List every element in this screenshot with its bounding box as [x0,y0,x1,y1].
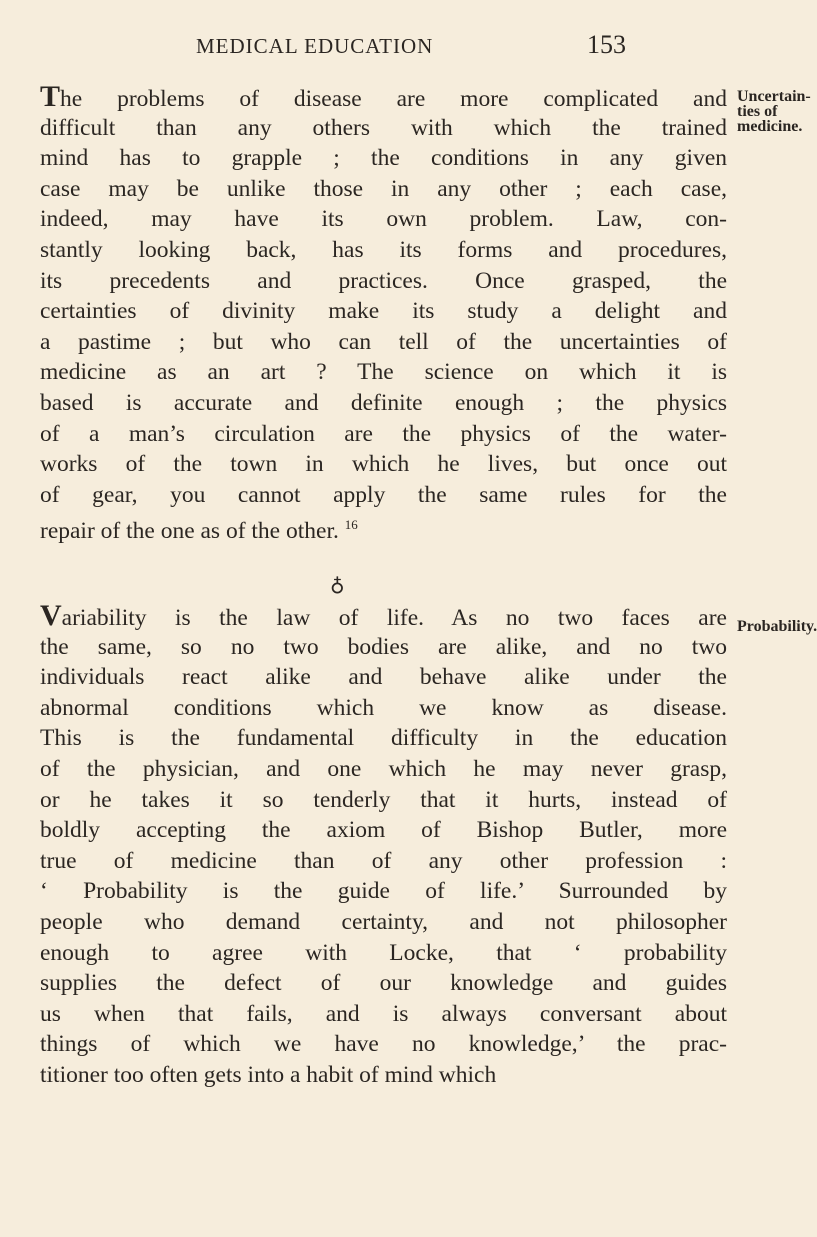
line-text: works of the town in which he lives, but once out [40,451,727,478]
line-text: abnormal conditions which we know as disease. [40,694,727,721]
text-line [40,632,727,663]
line-text: stantly looking back, has its forms and procedures, [40,236,727,263]
line-text: us when that fails, and is always conversant about [40,1000,727,1027]
text-line [40,876,727,907]
line-text: certainties of divinity make its study a delight and [40,298,727,325]
running-title: MEDICAL EDUCATION [196,34,434,58]
line-text: he problems of disease are more complicated and [60,86,727,112]
text-line [40,143,727,174]
text-line [40,204,727,235]
footnote-reference[interactable]: 16 [344,517,358,533]
line-text: medicine as an art ? The science on which it is [40,359,727,386]
line-text: mind has to grapple ; the conditions in any given [40,145,727,172]
text-line [40,846,727,877]
text-line [40,449,727,480]
text-line [40,601,727,632]
line-text: things of which we have no knowledge,’ the prac- [40,1031,727,1058]
text-line [40,357,727,388]
text-line [40,113,727,144]
margin-note-uncertainties [737,89,811,134]
line-text: the same, so no two bodies are alike, and no two [40,633,727,660]
text-line [40,815,727,846]
line-text: of gear, you cannot apply the same rules for the [40,481,727,508]
line-text: people who demand certainty, and not philosopher [40,908,727,935]
margin-note-line: Uncertain- [737,88,811,105]
ornament-icon: ♁ [330,574,345,596]
line-text: or he takes it so tenderly that it hurts, instead of [40,786,727,813]
text-line [40,388,727,419]
text-line [40,480,727,511]
line-text: ariability is the law of life. As no two faces are [61,605,727,631]
line-text: ‘ Probability is the guide of life.’ Surrounded by [40,878,727,905]
text-line [40,723,727,754]
paragraph-uncertainties [40,80,727,545]
line-text: This is the fundamental difficulty in the education [40,725,727,752]
initial-letter: V [40,599,62,632]
text-line [40,1029,727,1060]
margin-note-probability: Probability. [737,618,817,635]
text-line [40,510,727,545]
text-line [40,419,727,450]
margin-note-line: ties of [737,103,778,120]
page-number: 153 [587,30,626,59]
line-text: of a man’s circulation are the physics of the water- [40,420,727,447]
line-text: boldly accepting the axiom of Bishop Butler, more [40,817,727,844]
margin-note-line: medicine. [737,118,803,135]
text-line [40,754,727,785]
text-line [40,82,727,113]
text-line [40,327,727,358]
line-text: supplies the defect of our knowledge and guides [40,970,727,997]
text-line [40,968,727,999]
line-text: true of medicine than of any other profession : [40,847,727,874]
line-text: enough to agree with Locke, that ‘ probability [40,939,727,966]
line-text: its precedents and practices. Once grasped, the [40,267,727,294]
line-text: individuals react alike and behave alike under the [40,664,727,691]
line-text: difficult than any others with which the trained [40,114,727,141]
line-text: indeed, may have its own problem. Law, con- [40,206,727,233]
text-line [40,938,727,969]
line-text: repair of the one as of the other. [40,518,339,545]
text-line [40,999,727,1030]
text-line [40,907,727,938]
text-line [40,266,727,297]
line-text: titioner too often gets into a habit of mind which [40,1061,497,1088]
text-line [40,1060,727,1091]
initial-letter: T [40,80,61,113]
text-line [40,296,727,327]
line-text: case may be unlike those in any other ; each case, [40,175,727,202]
paragraph-probability [40,601,727,1091]
line-text: a pastime ; but who can tell of the uncertainties of [40,328,727,355]
text-line [40,662,727,693]
text-line [40,174,727,205]
line-text: of the physician, and one which he may never grasp, [40,755,727,782]
line-text: based is accurate and definite enough ; the physics [40,389,727,416]
text-line [40,785,727,816]
text-line [40,693,727,724]
text-line [40,235,727,266]
